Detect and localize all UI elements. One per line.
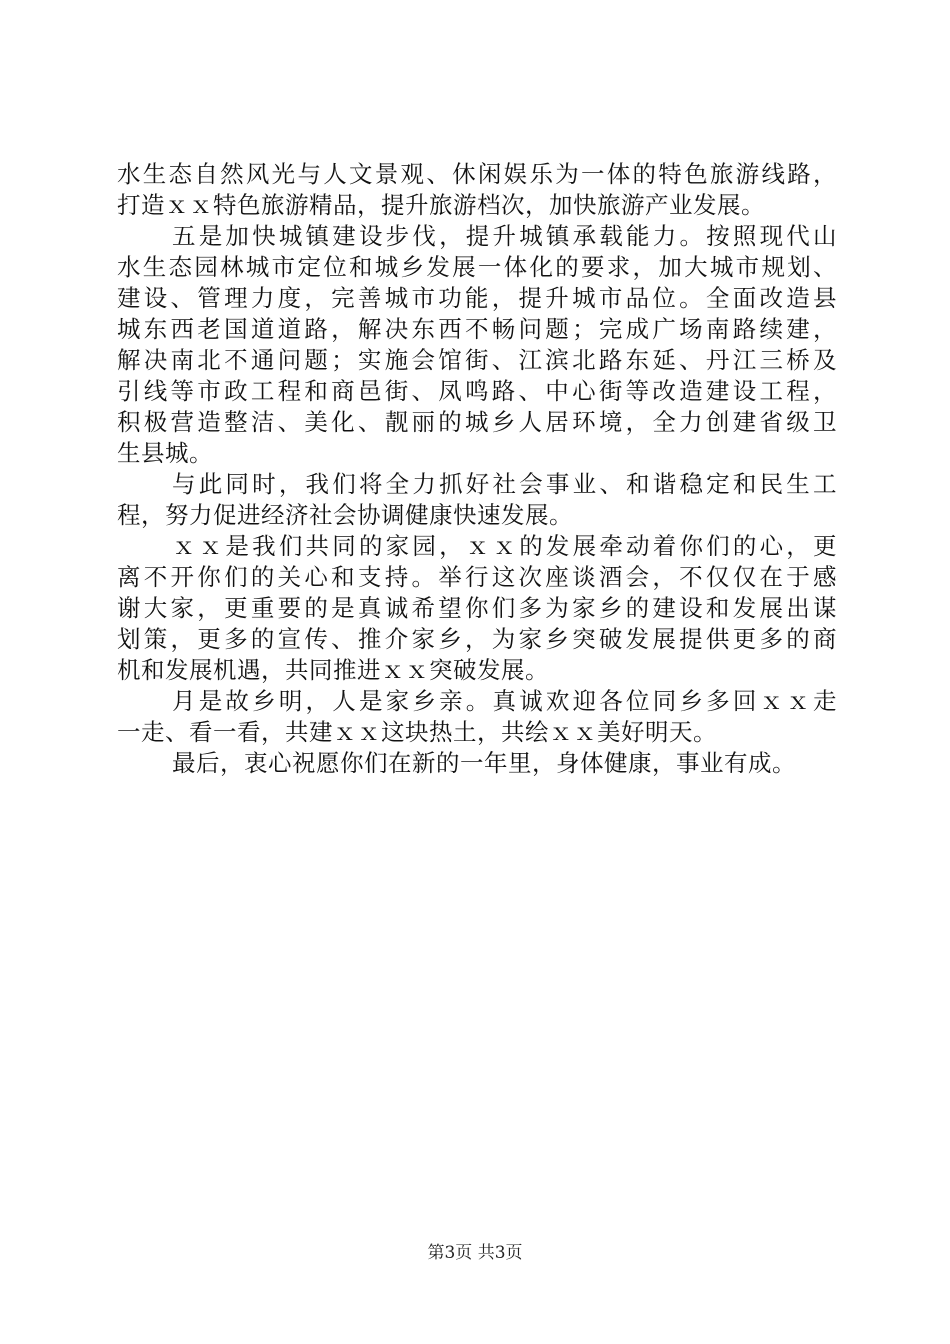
text-line: 引线等市政工程和商邑街、凤鸣路、中心街等改造建设工程， xyxy=(117,377,837,405)
text-line: 城东西老国道道路，解决东西不畅问题；完成广场南路续建， xyxy=(117,315,837,343)
text-line: 划策，更多的宣传、推介家乡，为家乡突破发展提供更多的商 xyxy=(117,625,837,653)
text-line: 建设、管理力度，完善城市功能，提升城市品位。全面改造县 xyxy=(117,284,837,312)
text-line: 一走、看一看，共建ｘｘ这块热土，共绘ｘｘ美好明天。 xyxy=(117,718,717,746)
text-line: 积极营造整洁、美化、靓丽的城乡人居环境，全力创建省级卫 xyxy=(117,408,837,436)
page-footer xyxy=(0,1241,950,1265)
text-line: 水生态自然风光与人文景观、休闲娱乐为一体的特色旅游线路， xyxy=(117,160,837,188)
document-body xyxy=(117,159,837,779)
text-line: 谢大家，更重要的是真诚希望你们多为家乡的建设和发展出谋 xyxy=(117,594,837,622)
text-line: 与此同时，我们将全力抓好社会事业、和谐稳定和民生工 xyxy=(172,470,837,498)
text-line: 水生态园林城市定位和城乡发展一体化的要求，加大城市规划、 xyxy=(117,253,837,281)
text-line: 打造ｘｘ特色旅游精品，提升旅游档次，加快旅游产业发展。 xyxy=(117,191,765,219)
text-line: 五是加快城镇建设步伐，提升城镇承载能力。按照现代山 xyxy=(172,222,837,250)
page-number: 第3页 共3页 xyxy=(427,1243,523,1263)
text-line: 程，努力促进经济社会协调健康快速发展。 xyxy=(117,501,573,529)
text-line: 离不开你们的关心和支持。举行这次座谈酒会，不仅仅在于感 xyxy=(117,563,837,591)
text-line: 解决南北不通问题；实施会馆街、江滨北路东延、丹江三桥及 xyxy=(117,346,837,374)
text-line: ｘｘ是我们共同的家园，ｘｘ的发展牵动着你们的心，更 xyxy=(172,532,837,560)
text-line: 机和发展机遇，共同推进ｘｘ突破发展。 xyxy=(117,656,549,684)
text-line: 生县城。 xyxy=(117,439,213,467)
text-line: 最后，衷心祝愿你们在新的一年里，身体健康，事业有成。 xyxy=(172,749,796,777)
text-line: 月是故乡明，人是家乡亲。真诚欢迎各位同乡多回ｘｘ走 xyxy=(172,687,837,715)
